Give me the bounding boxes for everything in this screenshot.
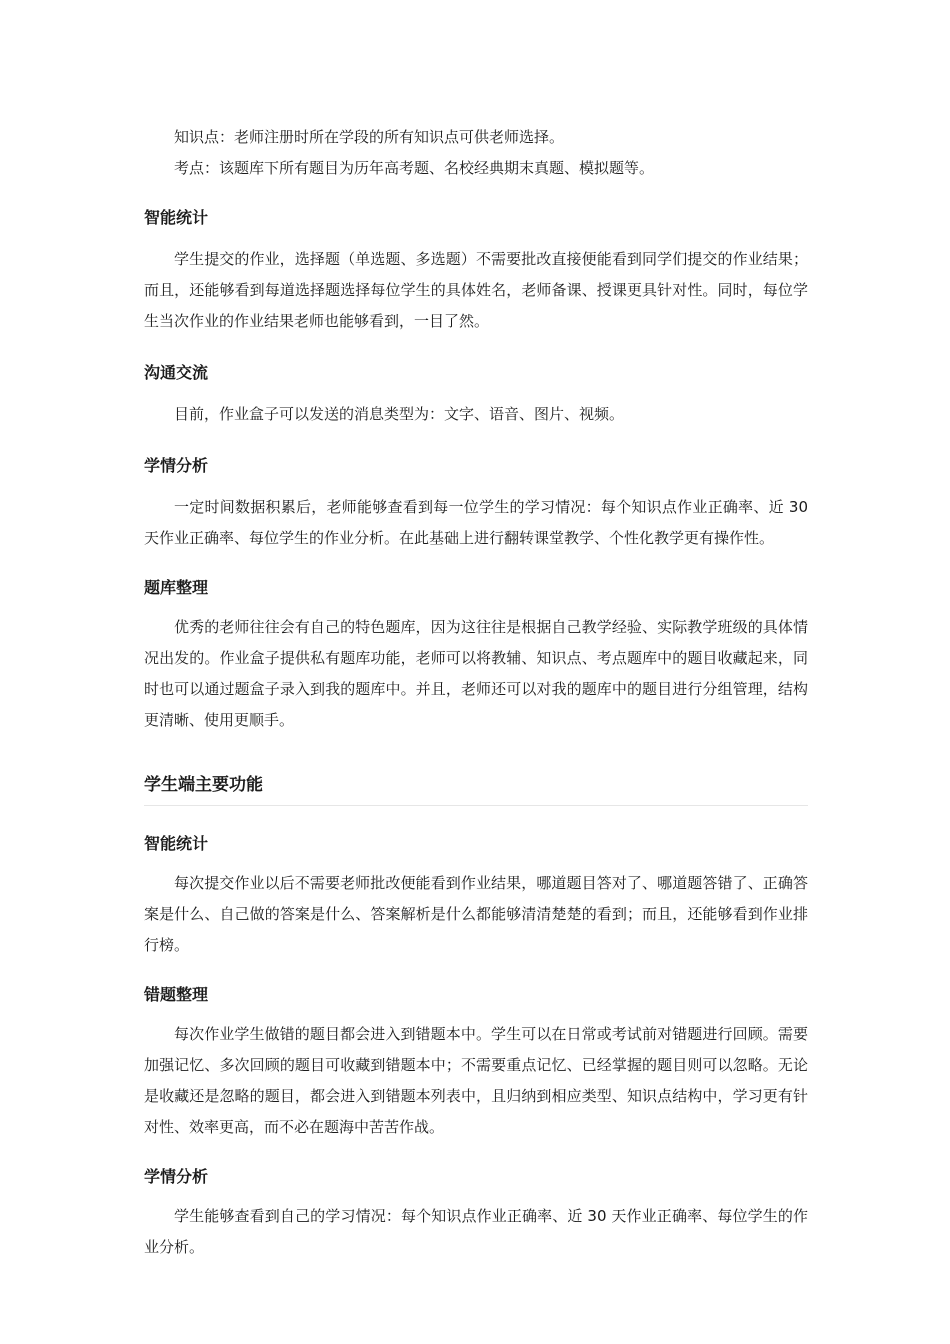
teacher-section-title-analysis: 学情分析 — [144, 456, 209, 475]
knowledge-point-paragraph: 知识点：老师注册时所在学段的所有知识点可供老师选择。 — [174, 128, 565, 146]
student-section-body-wrong-questions: 每次作业学生做错的题目都会进入到错题本中。学生可以在日常或考试前对错题进行回顾。需要加强记忆、多次回顾的题目可收藏到错题本中；不需要重点记忆、已经掌握的题目则可以忽略。无论是收藏还是忽略的题目，都会进入到错题本列表中，且归纳到相应类型、知识点结构中，学习更有针对性、效率更高，而不必在题海中苦苦作战。 — [144, 1025, 808, 1136]
teacher-section-title-question-bank: 题库整理 — [144, 578, 209, 597]
student-section-title-analysis: 学情分析 — [144, 1167, 209, 1186]
student-section-title-stats: 智能统计 — [144, 834, 209, 853]
student-section-body-stats: 每次提交作业以后不需要老师批改便能看到作业结果，哪道题目答对了、哪道题答错了、正确答案是什么、自己做的答案是什么、答案解析是什么都能够清清楚楚的看到；而且，还能够看到作业排行榜。 — [144, 874, 808, 954]
teacher-section-title-stats: 智能统计 — [144, 208, 209, 227]
teacher-section-body-question-bank: 优秀的老师往往会有自己的特色题库，因为这往往是根据自己教学经验、实际教学班级的具体情况出发的。作业盒子提供私有题库功能，老师可以将教辅、知识点、考点题库中的题目收藏起来，同时也可以通过题盒子录入到我的题库中。并且，老师还可以对我的题库中的题目进行分组管理，结构更清晰、使用更顺手。 — [144, 618, 808, 729]
teacher-section-body-stats: 学生提交的作业，选择题（单选题、多选题）不需要批改直接便能看到同学们提交的作业结果；而且，还能够看到每道选择题选择每位学生的具体姓名，老师备课、授课更具针对性。同时，每位学生当次作业的作业结果老师也能够看到，一目了然。 — [144, 250, 808, 330]
student-section-title-wrong-questions: 错题整理 — [144, 985, 209, 1004]
student-section-body-analysis: 学生能够查看到自己的学习情况：每个知识点作业正确率、近 30 天作业正确率、每位学生的作业分析。 — [144, 1207, 808, 1256]
teacher-section-title-communication: 沟通交流 — [144, 363, 209, 382]
student-functions-heading: 学生端主要功能 — [144, 772, 808, 806]
document-page — [144, 122, 808, 1263]
teacher-section-body-communication: 目前，作业盒子可以发送的消息类型为：文字、语音、图片、视频。 — [174, 405, 625, 423]
exam-point-paragraph: 考点：该题库下所有题目为历年高考题、名校经典期末真题、模拟题等。 — [174, 159, 655, 177]
teacher-section-body-analysis: 一定时间数据积累后，老师能够查看到每一位学生的学习情况：每个知识点作业正确率、近 30 天作业正确率、每位学生的作业分析。在此基础上进行翻转课堂教学、个性化教学更有操作性。 — [144, 498, 808, 547]
